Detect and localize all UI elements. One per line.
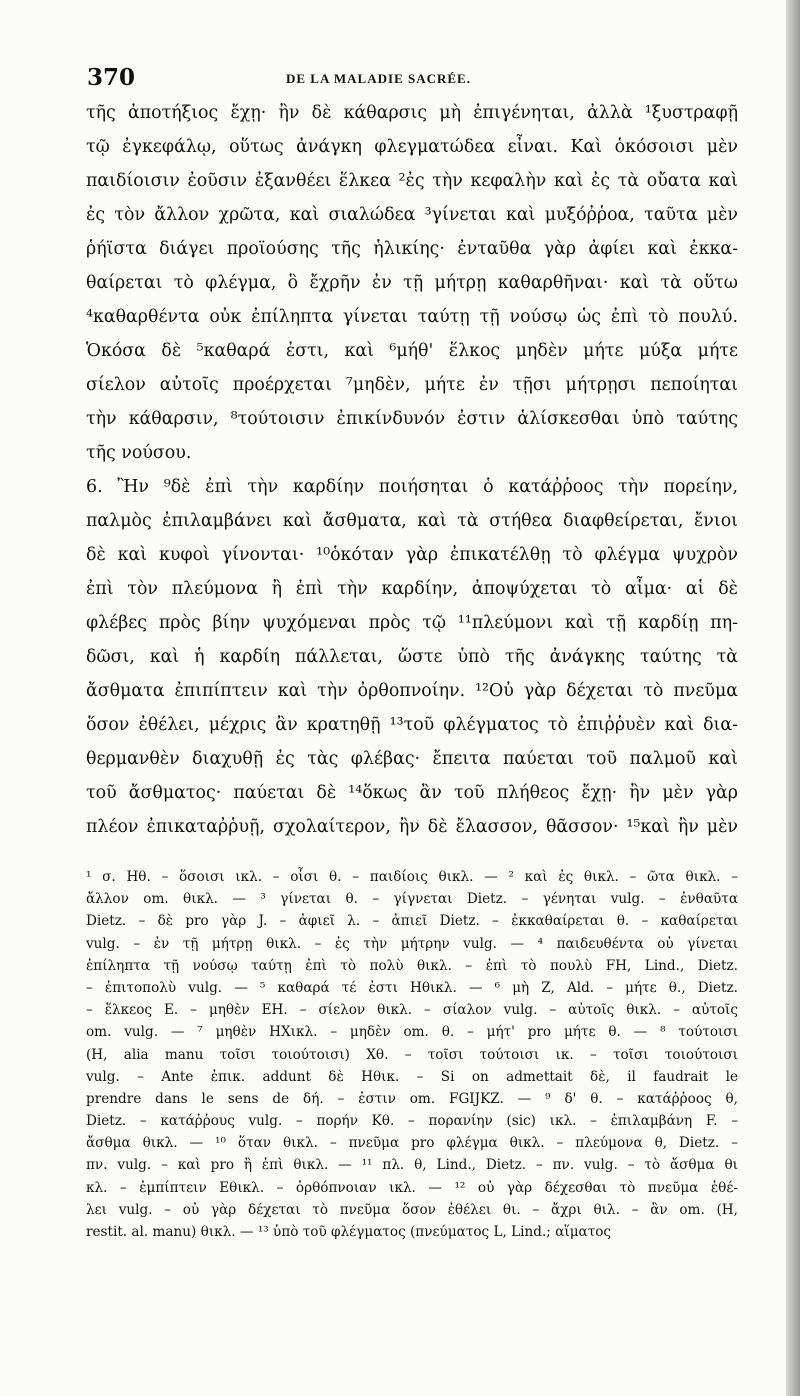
page-header	[0, 60, 800, 96]
text-line: τῆς νούσου.	[86, 443, 192, 463]
footnote-line: λει vulg. – οὐ γὰρ δέχεται τὸ πνεῦμα ὅσον ἐθέλει θι. – ἄχρι θιλ. – ἂν om. (H,	[86, 1201, 738, 1218]
footnote-line: – ἐπιτοπολὺ vulg. — ⁵ καθαρά τέ ἐστι Hθικλ. — ⁶ μὴ Z, Ald. – μήτε θ., Dietz.	[86, 979, 738, 996]
main-text	[86, 96, 738, 844]
footnote-line: πν. vulg. – καὶ pro ἢ ἐπὶ θικλ. — ¹¹ πλ. θ, Lind., Dietz. – πν. vulg. – τὸ ἄσθμα θι	[86, 1157, 738, 1174]
page-number: 370	[87, 64, 136, 91]
text-line: ἄσθματα ἐπιπίπτειν καὶ τὴν ὀρθοπνοίην. ¹²Οὐ γὰρ δέχεται τὸ πνεῦμα	[86, 681, 738, 701]
text-line: φλέβες πρὸς βίην ψυχόμεναι πρὸς τῷ ¹¹πλεύμονι καὶ τῇ καρδίῃ πη-	[86, 613, 738, 633]
text-line: ἐς τὸν ἄλλον χρῶτα, καὶ σιαλώδεα ³γίνεται καὶ μυξόῤῥοα, ταῦτα μὲν	[86, 205, 738, 225]
section-start-line: 6. Ἢν ⁹δὲ ἐπὶ τὴν καρδίην ποιήσηται ὁ κατάῤῥοος τὴν πορείην,	[86, 477, 738, 497]
text-line: ῥήϊστα διάγει προϊούσης τῆς ἡλικίης· ἐνταῦθα γὰρ ἀφίει καὶ ἐκκα-	[86, 239, 738, 259]
text-line: θαίρεται τὸ φλέγμα, ὃ ἔχρῆν ἐν τῇ μήτρῃ καθαρθῆναι· καὶ τὰ οὕτω	[86, 273, 738, 293]
text-line: τῷ ἐγκεφάλῳ, οὕτως ἀνάγκη φλεγματώδεα εἶναι. Καὶ ὁκόσοισι μὲν	[86, 137, 738, 157]
text-line: σίελον αὐτοῖς προέρχεται ⁷μηδὲν, μήτε ἐν τῇσι μήτρῃσι πεποίηται	[86, 375, 738, 395]
footnote-line: prendre dans le sens de δή. – ἐστιν om. FGIJKZ. — ⁹ δ' θ. – κατάῤῥοος θ,	[86, 1090, 738, 1107]
text-line: ὅσον ἐθέλει, μέχρις ἂν κρατηθῇ ¹³τοῦ φλέγματος τὸ ἐπιῤῥυὲν καὶ δια-	[86, 715, 738, 735]
text-line: δῶσι, καὶ ἡ καρδίη πάλλεται, ὥστε ὑπὸ τῆς ἀνάγκης ταύτης τὰ	[86, 647, 738, 667]
text-line: Ὁκόσα δὲ ⁵καθαρά ἐστι, καὶ ⁶μήθ' ἕλκος μηδὲν μήτε μύξα μήτε	[86, 341, 738, 361]
text-line: δὲ καὶ κυφοὶ γίνονται· ¹⁰ὁκόταν γὰρ ἐπικατέλθῃ τὸ φλέγμα ψυχρὸν	[86, 545, 738, 565]
footnote-line: ἄλλον om. θικλ. — ³ γίνεται θ. – γίγνεται Dietz. – γένηται vulg. – ἐνθαῦτα	[86, 891, 738, 908]
footnote-line: ἄσθμα θικλ. — ¹⁰ ὅταν θικλ. – πνεῦμα pro φλέγμα θικλ. – πλεύμονα θ, Dietz. –	[86, 1135, 738, 1152]
footnotes	[86, 866, 738, 1243]
text-line: τὴν κάθαρσιν, ⁸τούτοισιν ἐπικίνδυνόν ἐστιν ἁλίσκεσθαι ὑπὸ ταύτης	[86, 409, 738, 429]
text-line: ἐπὶ τὸν πλεύμονα ἢ ἐπὶ τὴν καρδίην, ἀποψύχεται τὸ αἷμα· αἱ δὲ	[86, 579, 738, 599]
text-line: παλμὸς ἐπιλαμβάνει καὶ ἄσθματα, καὶ τὰ στήθεα διαφθείρεται, ἔνιοι	[86, 511, 738, 531]
footnote-line: vulg. – Ante ἐπικ. addunt δὲ Hθικ. – Si on admettait δὲ, il faudrait le	[86, 1068, 738, 1085]
footnote-line: – ἕλκεος E. – μηθὲν EH. – σίελον θικλ. – σίαλον vulg. – αὐτοῖς θικλ. – αὐτοῖς	[86, 1002, 738, 1019]
text-line: τοῦ ἄσθματος· παύεται δὲ ¹⁴ὅκως ἂν τοῦ πλήθεος ἔχῃ· ἢν μὲν γὰρ	[86, 783, 738, 803]
text-line: πλέον ἐπικαταῤῥυῇ, σχολαίτερον, ἢν δὲ ἔλασσον, θᾶσσον· ¹⁵καὶ ἢν μὲν	[86, 817, 738, 837]
footnote-line: Dietz. – κατάῤῥους vulg. – πορήν Kθ. – πορανίην (sic) ικλ. – ἐπιλαμβάνη F. –	[86, 1113, 738, 1130]
text-line: θερμανθὲν διαχυθῇ ἐς τὰς φλέβας· ἔπειτα παύεται τοῦ παλμοῦ καὶ	[86, 749, 738, 769]
footnote-line: κλ. – ἐμπίπτειν Eθικλ. – ὀρθόπνοιαν ικλ. — ¹² οὐ γὰρ δέχεσθαι τὸ πνεῦμα ἐθέ-	[86, 1179, 738, 1196]
text-line: ⁴καθαρθέντα οὐκ ἐπίληπτα γίνεται ταύτῃ τῇ νούσῳ ὡς ἐπὶ τὸ πουλύ.	[86, 307, 738, 327]
footnote-line: ¹ σ. Hθ. – ὅσοισι ικλ. – οἷσι θ. – παιδίοις θικλ. — ² καὶ ἐς θικλ. – ῶτα θικλ. –	[86, 869, 738, 885]
footnote-line: om. vulg. — ⁷ μηθὲν HXικλ. – μηδὲν om. θ. – μήτ' pro μήτε θ. — ⁸ τούτοισι	[86, 1024, 738, 1041]
text-line: τῆς ἀποτήξιος ἔχῃ· ἢν δὲ κάθαρσις μὴ ἐπιγένηται, ἀλλὰ ¹ξυστραφῇ	[86, 103, 738, 123]
footnote-line: restit. al. manu) θικλ. — ¹³ ὑπὸ τοῦ φλέγματος (πνεύματος L, Lind.; αἵματος	[86, 1224, 612, 1240]
footnote-line: vulg. – ἐν τῇ μήτρῃ θικλ. – ἐς τὴν μήτρην vulg. — ⁴ παιδευθέντα οὐ γίνεται	[86, 935, 738, 952]
running-title: DE LA MALADIE SACRÉE.	[286, 71, 471, 86]
text-line: παιδίοισιν ἐοῦσιν ἐξανθέει ἕλκεα ²ἐς τὴν κεφαλὴν καὶ ἐς τὰ οὔατα καὶ	[86, 171, 738, 191]
footnote-line: (H, alia manu τοῖσι τοιούτοισι) Xθ. – τοῖσι τούτοισι ικ. – τοῖσι τοιούτοισι	[86, 1046, 738, 1063]
footnote-line: Dietz. – δὲ pro γὰρ J. – ἀφιεῖ λ. – ἀπιεῖ Dietz. – ἐκκαθαίρεται θ. – καθαίρεται	[86, 913, 738, 930]
page-gutter-shadow	[786, 0, 800, 1396]
footnote-line: ἐπίληπτα τῇ νούσῳ ταύτῃ ἐπὶ τὸ πολὺ θικλ. – ἐπὶ τὸ πουλὺ FH, Lind., Dietz.	[86, 957, 738, 974]
